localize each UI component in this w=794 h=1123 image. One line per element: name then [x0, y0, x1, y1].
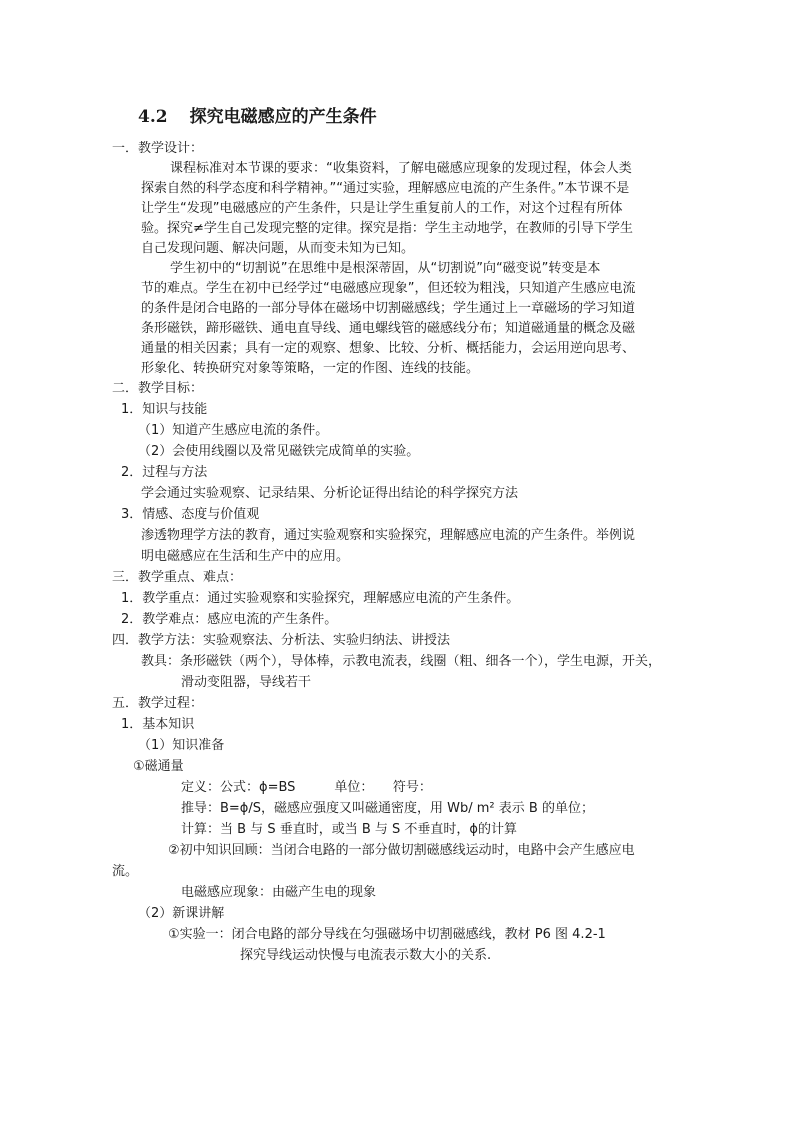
list-item: ①实验一：闭合电路的部分导线在匀强磁场中切割磁感线，教材 P6 图 4.2-1 [168, 927, 606, 942]
paragraph-line: 渗透物理学方法的教育，通过实验观察和实验探究，理解感应电流的产生条件。举例说 [141, 528, 636, 543]
list-item: ①磁通量 [133, 759, 184, 774]
paragraph-line: 定义：公式：ϕ=BS 单位： 符号： [181, 780, 432, 795]
paragraph-line: ②初中知识回顾：当闭合电路的一部分做切割磁感线运动时，电路中会产生感应电 [168, 843, 635, 858]
subheading: （2）新课讲解 [138, 906, 225, 921]
paragraph-line: 学会通过实验观察、记录结果、分析论证得出结论的科学探究方法 [141, 486, 519, 501]
paragraph-line: 课程标准对本节课的要求：“收集资料，了解电磁感应现象的发现过程，体会人类 [170, 161, 632, 176]
paragraph-line: 的条件是闭合电路的一部分导体在磁场中切割磁感线；学生通过上一章磁场的学习知道 [141, 301, 636, 316]
subheading: 3．情感、态度与价值观 [121, 507, 260, 522]
subheading: （1）知识准备 [138, 738, 225, 753]
paragraph-line: 通量的相关因素；具有一定的观察、想象、比较、分析、概括能力，会运用逆向思考、 [141, 341, 636, 356]
list-item: （2）会使用线圈以及常见磁铁完成简单的实验。 [138, 444, 420, 459]
heading-key-points: 三．教学重点、难点： [112, 570, 243, 585]
subheading: 1．基本知识 [121, 717, 195, 732]
section-number: 4.2 [138, 107, 168, 127]
page-title [138, 104, 377, 130]
paragraph-line: 自己发现问题、解决问题，从而变未知为已知。 [141, 241, 415, 256]
paragraph-line: 节的难点。学生在初中已经学过“电磁感应现象”，但还较为粗浅，只知道产生感应电流 [141, 281, 636, 296]
heading-teaching-design: 一．教学设计： [112, 141, 204, 156]
paragraph-line: 让学生“发现”电磁感应的产生条件，只是让学生重复前人的工作，对这个过程有所体 [141, 201, 623, 216]
paragraph-line: 形象化、转换研究对象等策略，一定的作图、连线的技能。 [141, 361, 480, 376]
paragraph-line: 探究导线运动快慢与电流表示数大小的关系. [240, 948, 492, 963]
subheading: 1．知识与技能 [121, 402, 208, 417]
paragraph-line: 电磁感应现象：由磁产生电的现象 [181, 885, 377, 900]
list-item: 2．教学难点：感应电流的产生条件。 [121, 612, 338, 627]
paragraph-line: 学生初中的“切割说”在思维中是根深蒂固，从“切割说”向“磁变说”转变是本 [170, 261, 601, 276]
paragraph-line: 计算：当 B 与 S 垂直时，或当 B 与 S 不垂直时，ϕ的计算 [181, 822, 517, 837]
paragraph-line: 推导：B=ϕ/S，磁感应强度又叫磁通密度，用 Wb/ m² 表示 B 的单位； [181, 801, 594, 816]
list-item: （1）知道产生感应电流的条件。 [138, 423, 329, 438]
subheading: 2．过程与方法 [121, 465, 208, 480]
section-title: 探究电磁感应的产生条件 [189, 107, 377, 127]
heading-teaching-methods: 四．教学方法：实验观察法、分析法、实验归纳法、讲授法 [112, 633, 451, 648]
heading-teaching-process: 五．教学过程： [112, 696, 204, 711]
paragraph-line: 条形磁铁，蹄形磁铁、通电直导线、通电螺线管的磁感线分布；知道磁通量的概念及磁 [141, 321, 636, 336]
paragraph-line: 探索自然的科学态度和科学精神。”“通过实验，理解感应电流的产生条件。”本节课不是 [141, 181, 630, 196]
paragraph-line: 流。 [112, 864, 139, 879]
paragraph-line: 教具：条形磁铁（两个），导体棒，示教电流表，线圈（粗、细各一个），学生电源，开关， [141, 654, 662, 669]
paragraph-line: 明电磁感应在生活和生产中的应用。 [141, 549, 350, 564]
list-item: 1．教学重点：通过实验观察和实验探究，理解感应电流的产生条件。 [121, 591, 520, 606]
paragraph-line: 验。探究≠学生自己发现完整的定律。探究是指：学生主动地学，在教师的引导下学生 [141, 221, 633, 236]
paragraph-line: 滑动变阻器，导线若干 [181, 675, 312, 690]
heading-teaching-goals: 二．教学目标： [112, 381, 204, 396]
